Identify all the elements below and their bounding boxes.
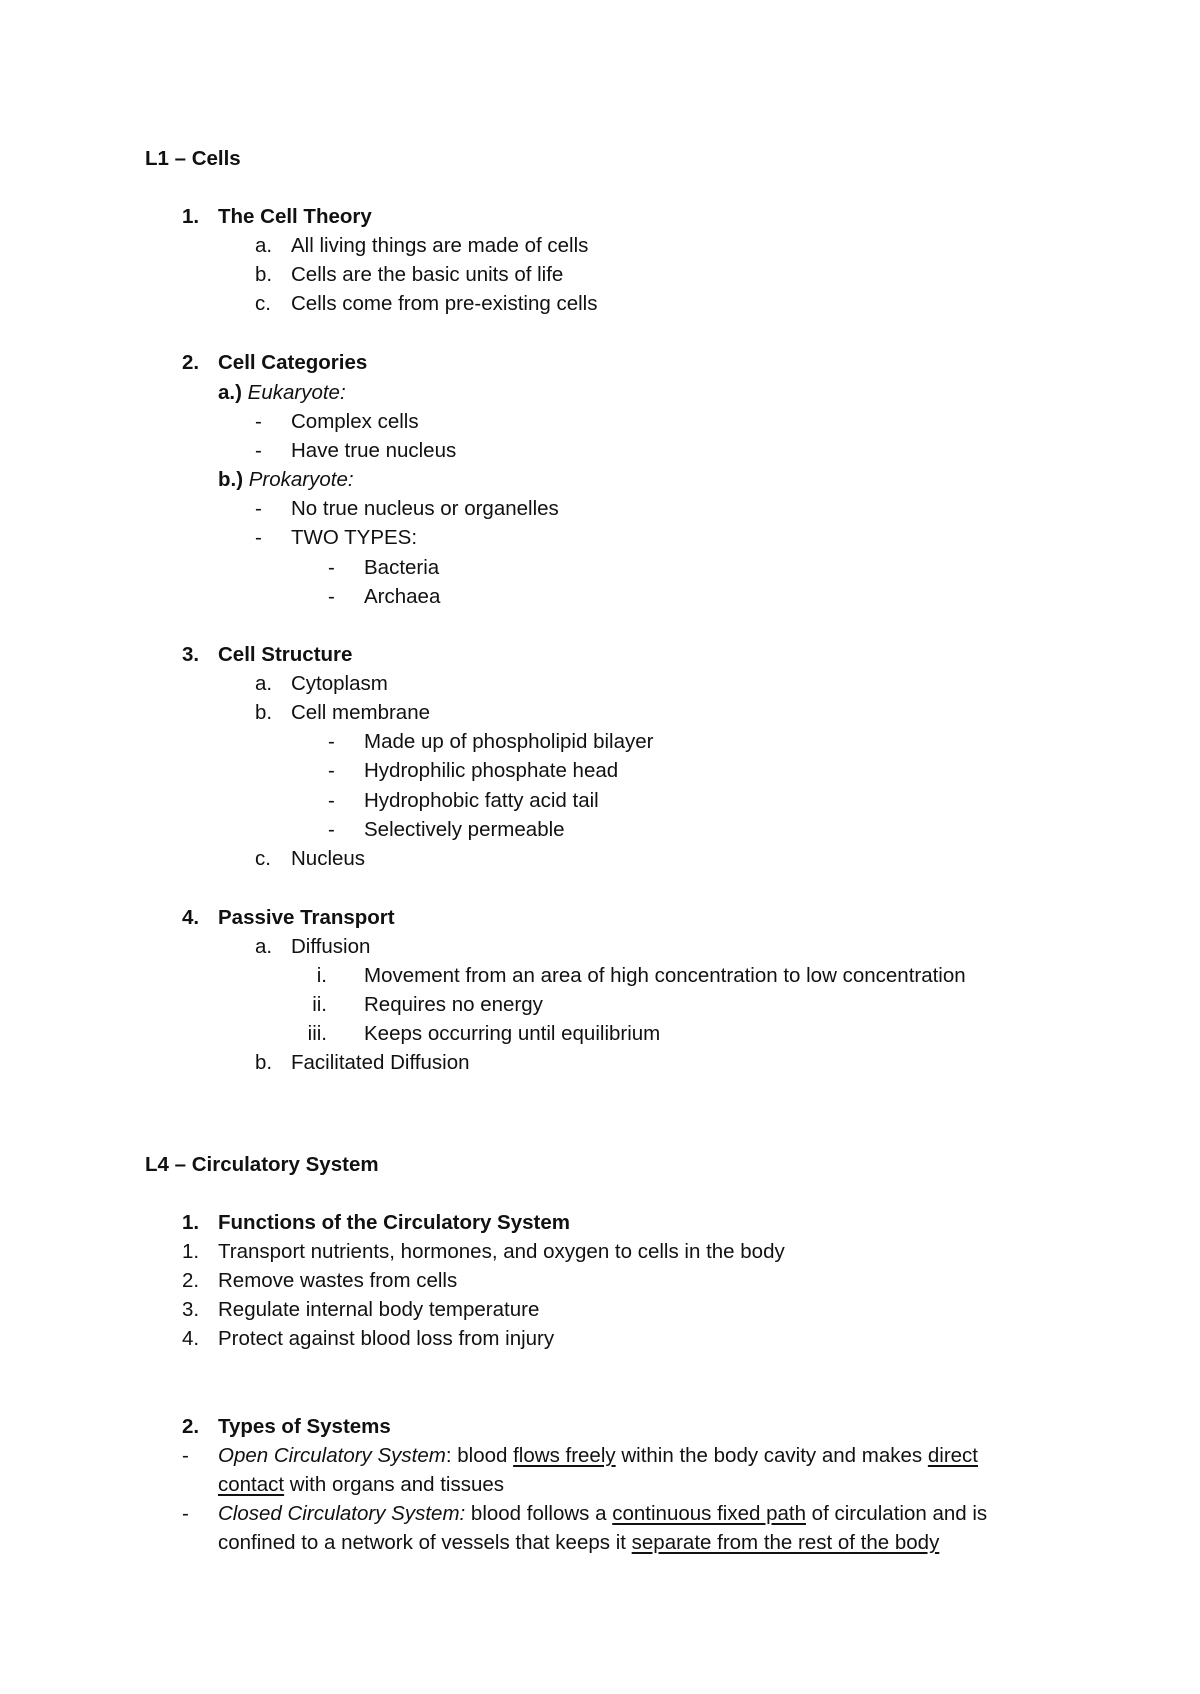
section-title-l1: L1 – Cells [145, 147, 241, 170]
list-marker: a.) [218, 381, 242, 404]
heading-passive-transport: Passive Transport [218, 906, 395, 929]
list-marker: b. [255, 1051, 273, 1074]
list-item: Cell membrane [291, 701, 430, 724]
dash-marker: - [182, 1502, 189, 1525]
closed-system-line [218, 1501, 987, 1527]
closed-system-label: Closed Circulatory System: [218, 1502, 466, 1525]
list-item: TWO TYPES: [291, 526, 418, 549]
closed-system-line-2 [218, 1530, 939, 1556]
list-item: Requires no energy [364, 993, 543, 1016]
list-marker: 4. [182, 1327, 200, 1350]
dash-marker: - [182, 1444, 189, 1467]
list-item: Archaea [364, 585, 441, 608]
underlined-text: continuous fixed path [612, 1502, 806, 1525]
dash-marker: - [328, 730, 335, 753]
list-marker: 2. [182, 1269, 200, 1292]
text-run: within the body cavity and makes [615, 1444, 928, 1467]
list-item: Regulate internal body temperature [218, 1298, 540, 1321]
text-run: with organs and tissues [284, 1473, 505, 1496]
prokaryote-label: Prokaryote: [248, 468, 354, 491]
dash-marker: - [328, 585, 335, 608]
list-item: Facilitated Diffusion [291, 1051, 470, 1074]
list-item: Movement from an area of high concentration to low concentration [364, 964, 966, 987]
list-marker: b. [255, 701, 273, 724]
list-item: Protect against blood loss from injury [218, 1327, 555, 1350]
dash-marker: - [328, 789, 335, 812]
list-item: Diffusion [291, 935, 371, 958]
list-marker: b.) [218, 468, 244, 491]
list-item: Bacteria [364, 556, 440, 579]
list-marker: c. [255, 847, 271, 870]
text-run: of circulation and is [805, 1502, 988, 1525]
list-item: Transport nutrients, hormones, and oxygen to cells in the body [218, 1240, 785, 1263]
eukaryote-line [218, 380, 346, 406]
list-item: Cytoplasm [291, 672, 388, 695]
heading-cell-theory: The Cell Theory [218, 205, 372, 228]
underlined-text: separate from the rest of the body [631, 1531, 940, 1554]
heading-cell-categories: Cell Categories [218, 351, 368, 374]
list-marker: c. [255, 292, 271, 315]
section-title-l4: L4 – Circulatory System [145, 1153, 379, 1176]
item-number: 3. [182, 643, 200, 666]
list-marker: a. [255, 935, 273, 958]
open-system-label: Open Circulatory System [218, 1444, 446, 1467]
list-item: Complex cells [291, 410, 419, 433]
heading-cell-structure: Cell Structure [218, 643, 353, 666]
heading-types-of-systems: Types of Systems [218, 1415, 391, 1438]
list-item: All living things are made of cells [291, 234, 589, 257]
prokaryote-line [218, 467, 354, 493]
dash-marker: - [328, 759, 335, 782]
list-item: Hydrophobic fatty acid tail [364, 789, 599, 812]
text-run: : blood [445, 1444, 514, 1467]
list-marker: iii. [307, 1022, 327, 1045]
list-item: Have true nucleus [291, 439, 457, 462]
open-system-line-2 [218, 1472, 504, 1498]
list-marker: ii. [312, 993, 327, 1016]
list-item: Remove wastes from cells [218, 1269, 458, 1292]
list-marker: b. [255, 263, 273, 286]
list-item: Made up of phospholipid bilayer [364, 730, 654, 753]
list-item: Hydrophilic phosphate head [364, 759, 619, 782]
item-number: 2. [182, 351, 200, 374]
open-system-line [218, 1443, 978, 1469]
item-number: 4. [182, 906, 200, 929]
list-item: Nucleus [291, 847, 366, 870]
list-marker: 3. [182, 1298, 200, 1321]
list-marker: 1. [182, 1240, 200, 1263]
list-marker: i. [316, 964, 327, 987]
item-number: 1. [182, 1211, 200, 1234]
list-item: Selectively permeable [364, 818, 565, 841]
list-marker: a. [255, 672, 273, 695]
dash-marker: - [255, 526, 262, 549]
dash-marker: - [255, 439, 262, 462]
dash-marker: - [255, 497, 262, 520]
item-number: 2. [182, 1415, 200, 1438]
list-item: Cells are the basic units of life [291, 263, 564, 286]
dash-marker: - [328, 818, 335, 841]
list-item: No true nucleus or organelles [291, 497, 559, 520]
heading-functions: Functions of the Circulatory System [218, 1211, 570, 1234]
underlined-text: direct [927, 1444, 978, 1467]
text-run: blood follows a [465, 1502, 613, 1525]
eukaryote-label: Eukaryote: [247, 381, 346, 404]
list-item: Keeps occurring until equilibrium [364, 1022, 661, 1045]
underlined-text: contact [218, 1473, 285, 1496]
underlined-text: flows freely [513, 1444, 616, 1467]
list-item: Cells come from pre-existing cells [291, 292, 598, 315]
list-marker: a. [255, 234, 273, 257]
dash-marker: - [328, 556, 335, 579]
text-run: confined to a network of vessels that keeps it [218, 1531, 632, 1554]
dash-marker: - [255, 410, 262, 433]
item-number: 1. [182, 205, 200, 228]
